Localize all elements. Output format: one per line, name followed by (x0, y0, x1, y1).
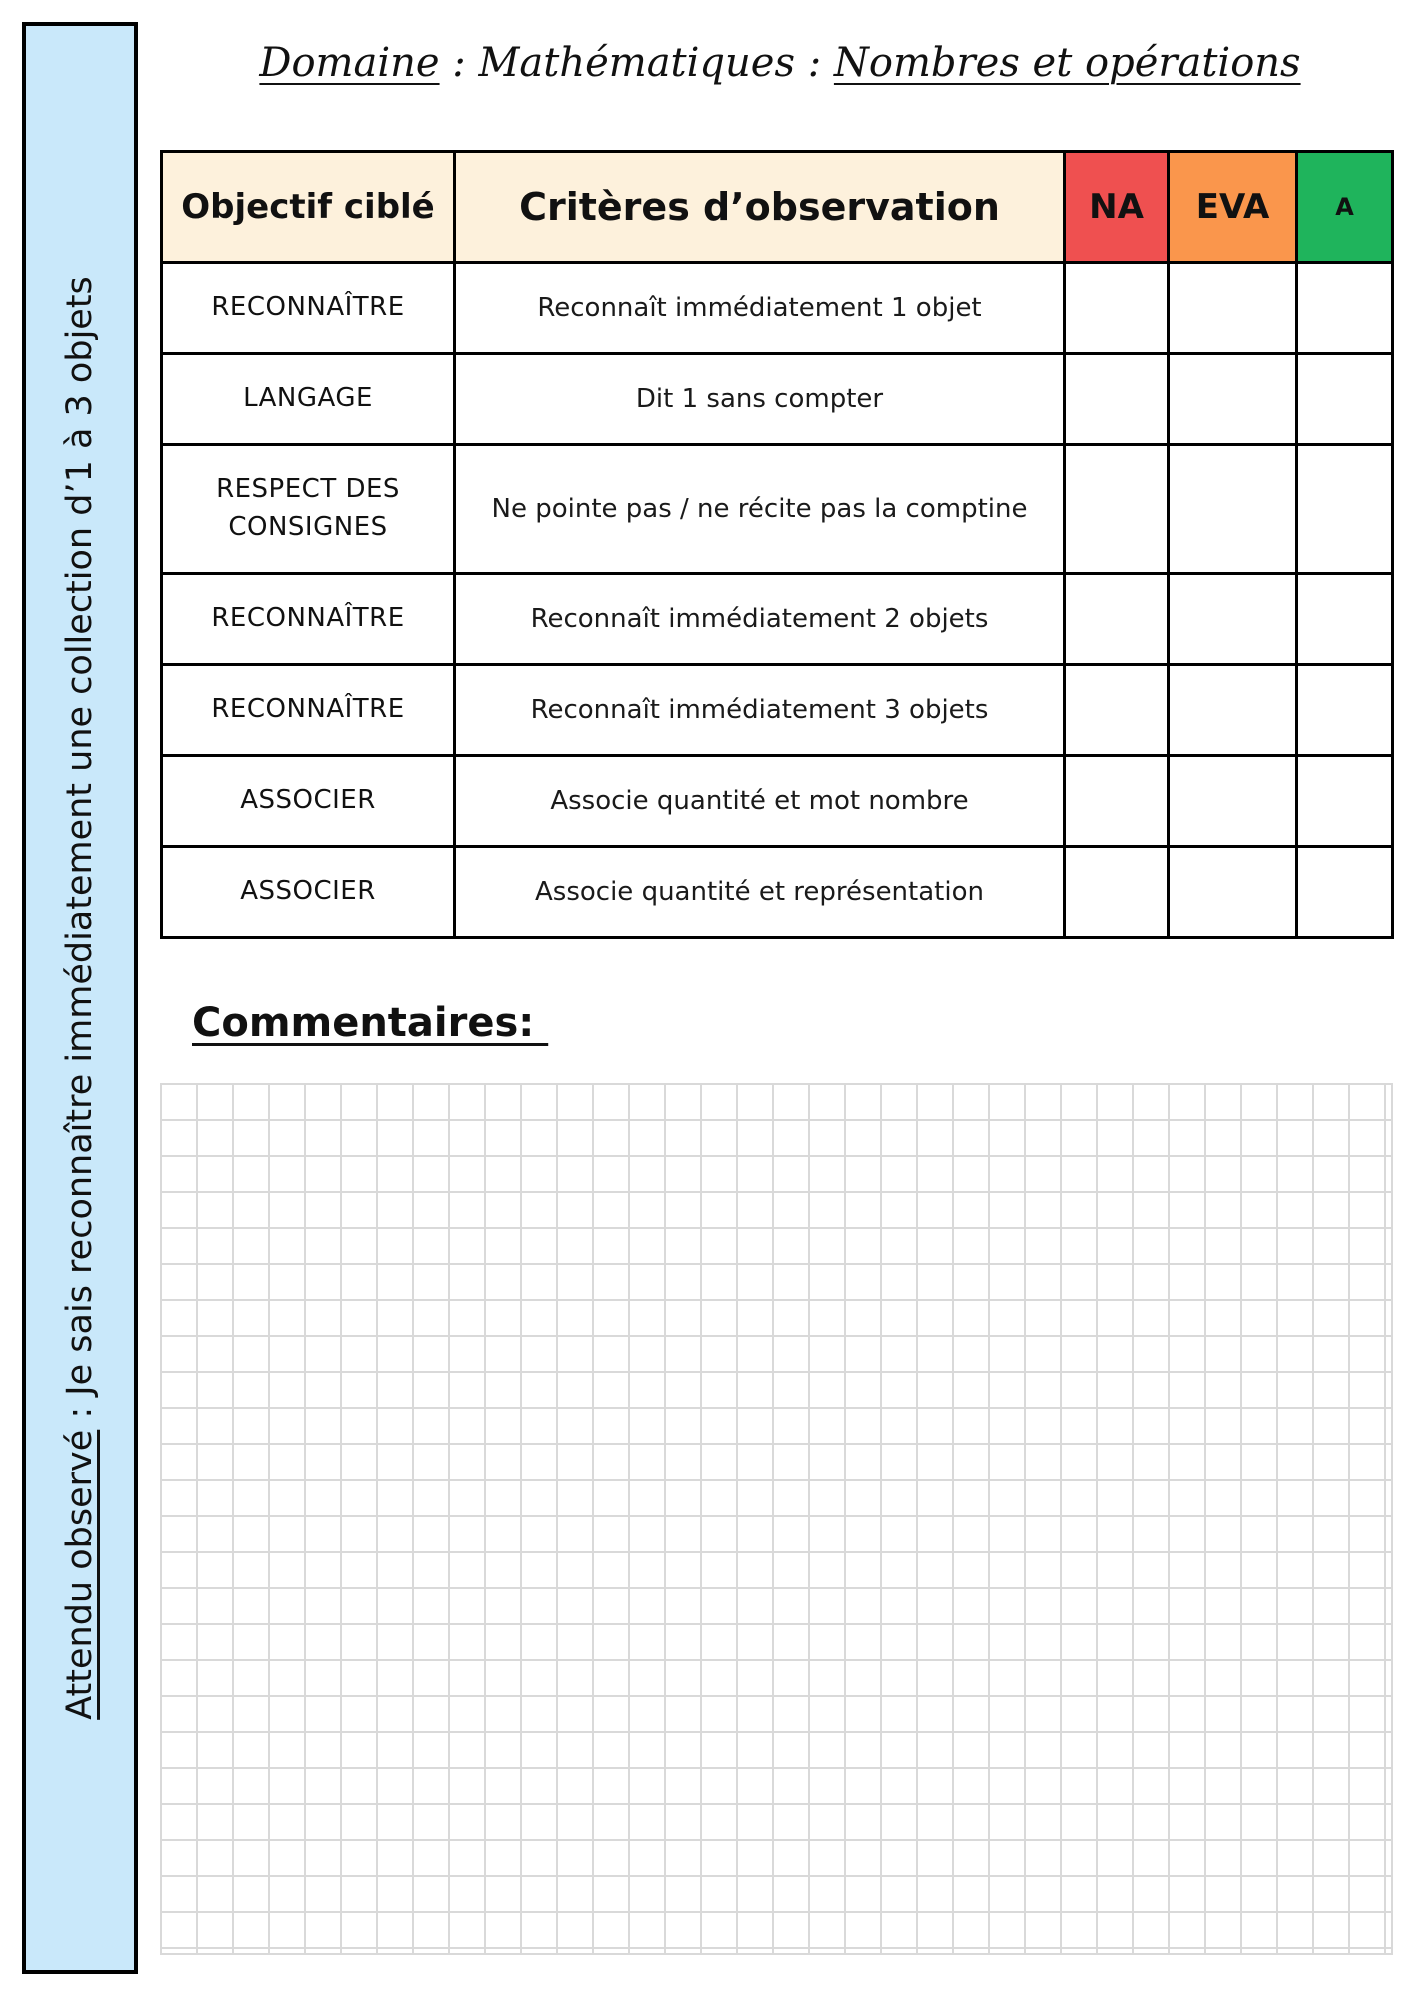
observed-expectation-label: Attendu observé (60, 1429, 100, 1720)
title-separator-2: : (795, 40, 834, 86)
table-row (162, 574, 1393, 665)
criteria-cell: Associe quantité et mot nombre (455, 756, 1065, 847)
header-a: A (1297, 152, 1393, 263)
a-checkbox-cell[interactable] (1297, 847, 1393, 938)
domain-label: Domaine (259, 40, 440, 86)
table-row (162, 847, 1393, 938)
table-row (162, 756, 1393, 847)
header-eva: EVA (1169, 152, 1297, 263)
eva-checkbox-cell[interactable] (1169, 665, 1297, 756)
a-checkbox-cell[interactable] (1297, 574, 1393, 665)
na-checkbox-cell[interactable] (1065, 445, 1169, 574)
subject-name: Mathématiques (478, 40, 795, 86)
eva-checkbox-cell[interactable] (1169, 756, 1297, 847)
comments-heading: Commentaires: (192, 1000, 549, 1046)
table-row (162, 445, 1393, 574)
objective-cell: ASSOCIER (162, 847, 455, 938)
na-checkbox-cell[interactable] (1065, 354, 1169, 445)
observed-expectation-text (60, 48, 100, 1948)
objective-cell: RECONNAÎTRE (162, 263, 455, 354)
a-checkbox-cell[interactable] (1297, 354, 1393, 445)
a-checkbox-cell[interactable] (1297, 756, 1393, 847)
header-na: NA (1065, 152, 1169, 263)
observed-expectation-statement: : Je sais reconnaître immédiatement une collection d’1 à 3 objets (60, 276, 100, 1430)
na-checkbox-cell[interactable] (1065, 756, 1169, 847)
na-checkbox-cell[interactable] (1065, 574, 1169, 665)
observed-expectation-banner (22, 22, 138, 1974)
criteria-cell: Ne pointe pas / ne récite pas la comptine (455, 445, 1065, 574)
objective-cell: RESPECT DES CONSIGNES (162, 445, 455, 574)
criteria-cell: Reconnaît immédiatement 1 objet (455, 263, 1065, 354)
header-objective: Objectif ciblé (162, 152, 455, 263)
eva-checkbox-cell[interactable] (1169, 574, 1297, 665)
objective-cell: RECONNAÎTRE (162, 574, 455, 665)
na-checkbox-cell[interactable] (1065, 665, 1169, 756)
eva-checkbox-cell[interactable] (1169, 354, 1297, 445)
comments-grid-area[interactable] (160, 1083, 1393, 1955)
objective-cell: ASSOCIER (162, 756, 455, 847)
a-checkbox-cell[interactable] (1297, 445, 1393, 574)
table-row (162, 354, 1393, 445)
a-checkbox-cell[interactable] (1297, 263, 1393, 354)
observation-table (160, 150, 1394, 939)
header-criteria: Critères d’observation (455, 152, 1065, 263)
objective-cell: LANGAGE (162, 354, 455, 445)
criteria-cell: Reconnaît immédiatement 3 objets (455, 665, 1065, 756)
table-row (162, 263, 1393, 354)
page-title (160, 40, 1400, 86)
table-header-row (162, 152, 1393, 263)
na-checkbox-cell[interactable] (1065, 847, 1169, 938)
eva-checkbox-cell[interactable] (1169, 847, 1297, 938)
title-separator-1: : (439, 40, 479, 86)
na-checkbox-cell[interactable] (1065, 263, 1169, 354)
objective-cell: RECONNAÎTRE (162, 665, 455, 756)
criteria-cell: Reconnaît immédiatement 2 objets (455, 574, 1065, 665)
a-checkbox-cell[interactable] (1297, 665, 1393, 756)
topic-name: Nombres et opérations (833, 40, 1301, 86)
eva-checkbox-cell[interactable] (1169, 445, 1297, 574)
table-row (162, 665, 1393, 756)
criteria-cell: Associe quantité et représentation (455, 847, 1065, 938)
criteria-cell: Dit 1 sans compter (455, 354, 1065, 445)
eva-checkbox-cell[interactable] (1169, 263, 1297, 354)
